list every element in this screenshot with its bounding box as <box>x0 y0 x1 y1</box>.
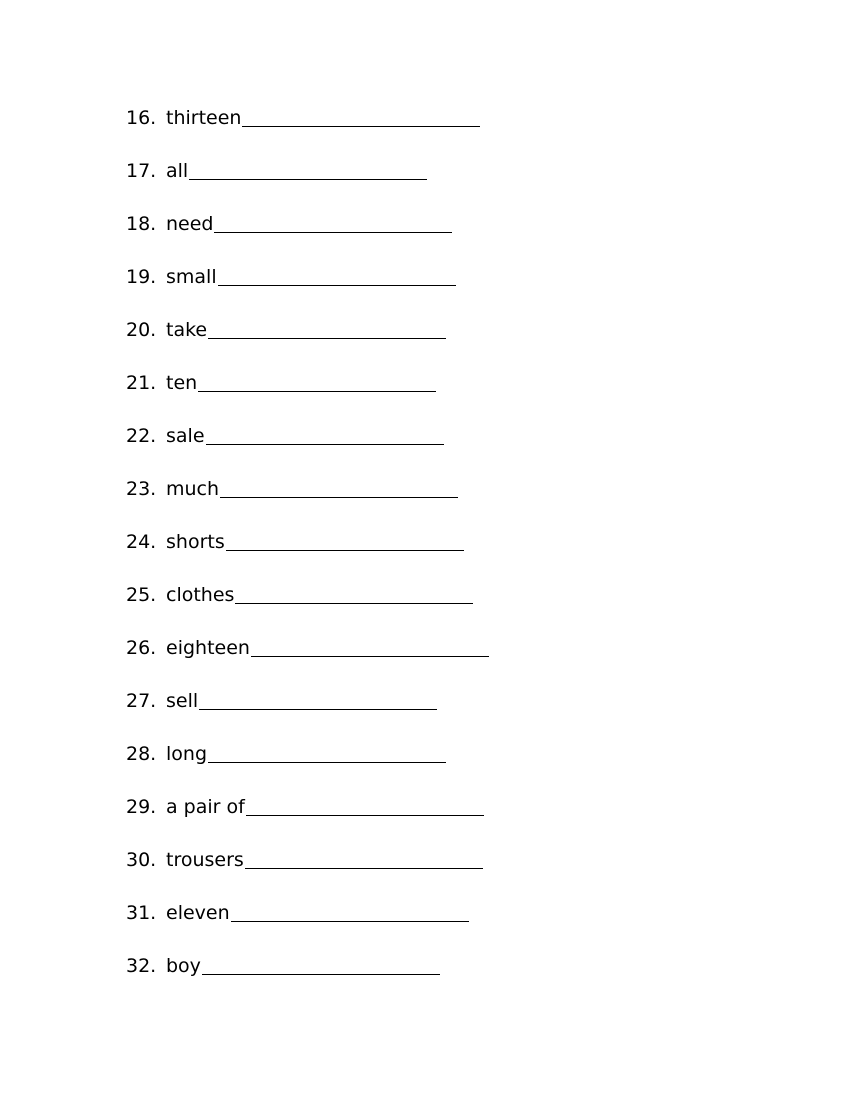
item-word: clothes <box>166 584 235 606</box>
list-item <box>126 687 489 740</box>
item-word: ten <box>166 372 198 394</box>
item-number: 17. <box>126 160 157 182</box>
list-item <box>126 581 489 634</box>
list-item <box>126 157 489 210</box>
answer-blank[interactable] <box>189 157 427 180</box>
list-item <box>126 846 489 899</box>
list-item <box>126 316 489 369</box>
item-number: 18. <box>126 213 157 235</box>
answer-blank[interactable] <box>199 687 437 710</box>
list-item <box>126 475 489 528</box>
item-number: 29. <box>126 796 157 818</box>
answer-blank[interactable] <box>235 581 473 604</box>
item-number: 32. <box>126 955 157 977</box>
answer-blank[interactable] <box>226 528 464 551</box>
item-number: 25. <box>126 584 157 606</box>
item-number: 22. <box>126 425 157 447</box>
item-number: 26. <box>126 637 157 659</box>
item-number: 23. <box>126 478 157 500</box>
item-word: trousers <box>166 849 244 871</box>
item-word: a pair of <box>166 796 245 818</box>
answer-blank[interactable] <box>246 793 484 816</box>
item-number: 19. <box>126 266 157 288</box>
answer-blank[interactable] <box>251 634 489 657</box>
list-item <box>126 793 489 846</box>
list-item <box>126 369 489 422</box>
answer-blank[interactable] <box>208 316 446 339</box>
answer-blank[interactable] <box>231 899 469 922</box>
list-item <box>126 528 489 581</box>
list-item <box>126 422 489 475</box>
item-word: shorts <box>166 531 225 553</box>
list-item <box>126 263 489 316</box>
item-word: thirteen <box>166 107 242 129</box>
list-item <box>126 104 489 157</box>
item-word: take <box>166 319 208 341</box>
item-word: boy <box>166 955 201 977</box>
answer-blank[interactable] <box>198 369 436 392</box>
answer-blank[interactable] <box>220 475 458 498</box>
item-number: 21. <box>126 372 157 394</box>
answer-blank[interactable] <box>242 104 480 127</box>
vocabulary-list <box>126 104 489 1005</box>
item-word: sale <box>166 425 205 447</box>
item-word: small <box>166 266 217 288</box>
list-item <box>126 899 489 952</box>
item-word: long <box>166 743 208 765</box>
item-number: 27. <box>126 690 157 712</box>
item-number: 20. <box>126 319 157 341</box>
item-word: need <box>166 213 214 235</box>
answer-blank[interactable] <box>202 952 440 975</box>
item-word: much <box>166 478 220 500</box>
answer-blank[interactable] <box>245 846 483 869</box>
item-word: all <box>166 160 189 182</box>
answer-blank[interactable] <box>218 263 456 286</box>
item-number: 30. <box>126 849 157 871</box>
list-item <box>126 952 489 1005</box>
item-number: 16. <box>126 107 157 129</box>
item-word: eighteen <box>166 637 250 659</box>
item-word: eleven <box>166 902 230 924</box>
item-number: 24. <box>126 531 157 553</box>
answer-blank[interactable] <box>208 740 446 763</box>
list-item <box>126 740 489 793</box>
item-number: 28. <box>126 743 157 765</box>
answer-blank[interactable] <box>206 422 444 445</box>
item-word: sell <box>166 690 199 712</box>
item-number: 31. <box>126 902 157 924</box>
list-item <box>126 210 489 263</box>
list-item <box>126 634 489 687</box>
answer-blank[interactable] <box>214 210 452 233</box>
